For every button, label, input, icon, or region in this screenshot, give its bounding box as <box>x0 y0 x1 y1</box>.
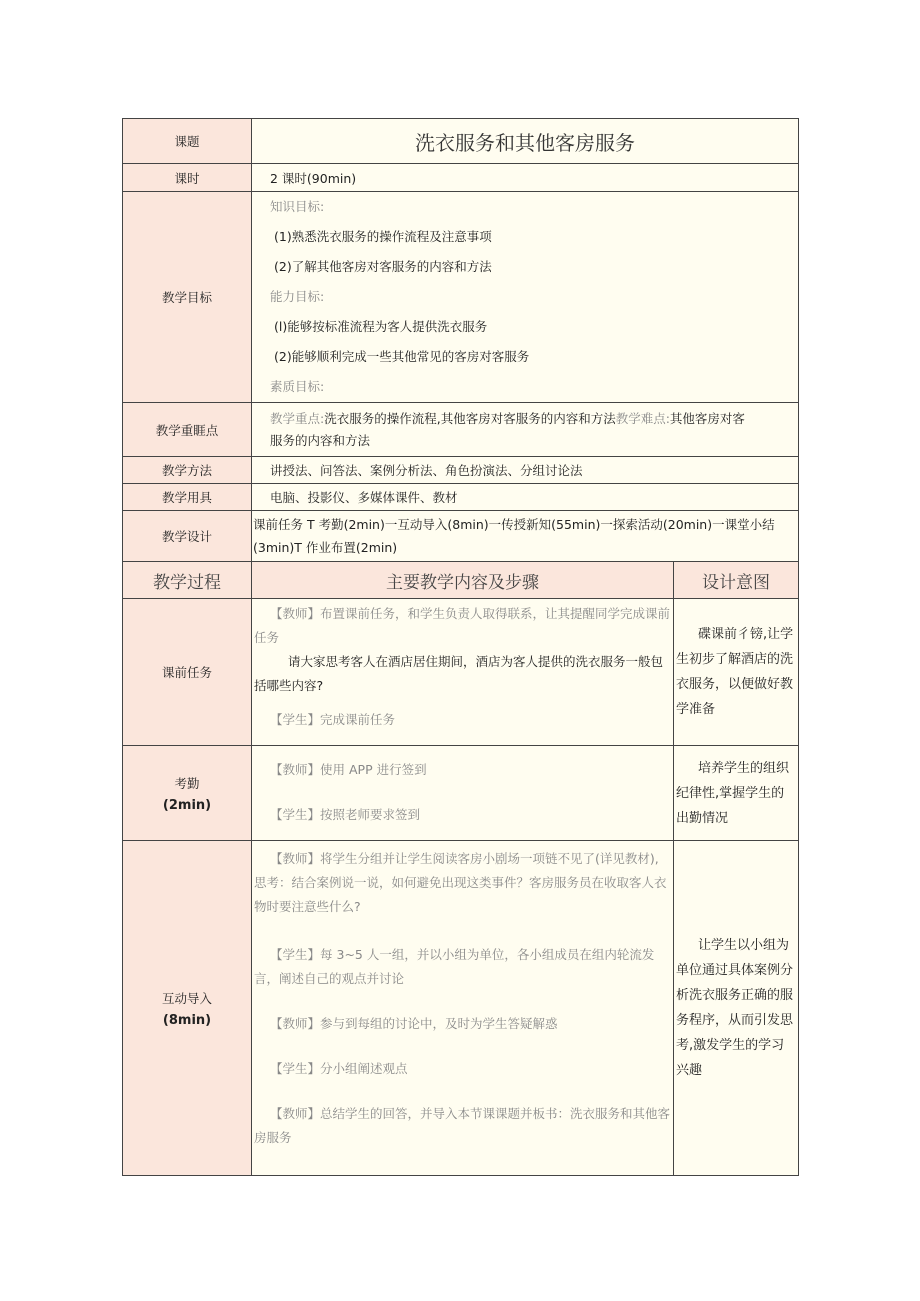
quality-heading: 素质目标: <box>270 379 325 394</box>
topic-label: 课题 <box>123 119 252 164</box>
content-text: 参与到每组的讨论中，及时为学生答疑解惑 <box>320 1016 558 1031</box>
stage-name: 课前任务 <box>161 665 212 680</box>
hours-value: 2 课时(90min) <box>252 164 799 192</box>
process-header-stage: 教学过程 <box>123 562 252 599</box>
key-label: 教学重点: <box>270 410 325 426</box>
row-hours <box>123 164 799 192</box>
key-points-content <box>252 403 799 457</box>
stage-name: 互动导入 <box>161 990 212 1006</box>
methods-value: 讲授法、问答法、案例分析法、角色扮演法、分组讨论法 <box>252 457 799 484</box>
design-label: 教学设计 <box>123 511 252 562</box>
role-tag: 【学生】 <box>270 807 321 822</box>
design-line-2: (3min)T 作业布置(2min) <box>253 540 398 555</box>
content-text: 布置课前任务，和学生负责人取得联系，让其提醒同学完成课前任务 <box>254 606 671 645</box>
tools-value: 电脑、投影仪、多媒体课件、教材 <box>252 484 799 511</box>
process-content-cell <box>252 746 674 841</box>
stage-name: 考勤 <box>174 775 200 791</box>
content-text: 每 3~5 人一组，并以小组为单位，各小组成员在组内轮流发言，阐述自己的观点并讨论 <box>254 947 655 986</box>
row-key-points <box>123 403 799 457</box>
process-intent: 碟课前彳镑,让学生初步了解酒店的洗衣服务，以便做好教学准备 <box>674 599 799 746</box>
role-tag: 【教师】 <box>270 1016 321 1031</box>
objectives-label: 教学目标 <box>123 192 252 403</box>
ability-item-1: (l)能够按标准流程为客人提供洗衣服务 <box>274 319 488 334</box>
row-objectives <box>123 192 799 403</box>
row-tools <box>123 484 799 511</box>
tools-label: 教学用具 <box>123 484 252 511</box>
role-tag: 【教师】 <box>270 606 321 621</box>
process-content-cell <box>252 599 674 746</box>
key-text: 洗衣服务的操作流程,其他客房对客服务的内容和方法 <box>324 410 616 426</box>
role-tag: 【学生】 <box>270 947 321 962</box>
difficult-text-1: 其他客房对客 <box>669 410 745 426</box>
process-stage-label <box>123 599 252 746</box>
content-text: 总结学生的回答，并导入本节课课题并板书：洗衣服务和其他客房服务 <box>254 1106 671 1145</box>
knowledge-heading: 知识目标: <box>270 199 325 214</box>
objectives-content <box>252 192 799 403</box>
role-tag: 【教师】 <box>270 851 321 866</box>
design-content <box>252 511 799 562</box>
process-header-content: 主要教学内容及步骤 <box>252 562 674 599</box>
process-header-row <box>123 562 799 599</box>
process-row-attendance <box>123 746 799 841</box>
difficult-label: 教学难点: <box>615 410 670 426</box>
content-text: 完成课前任务 <box>320 712 396 727</box>
difficult-text-2: 服务的内容和方法 <box>270 432 371 448</box>
role-tag: 【学生】 <box>270 712 321 727</box>
key-points-label: 教学重睚点 <box>123 403 252 457</box>
role-tag: 【学生】 <box>270 1061 321 1076</box>
process-intent: 让学生以小组为单位通过具体案例分析洗衣服务正确的服务程序，从而引发思考,激发学生的学习兴趣 <box>674 841 799 1176</box>
process-row-pre-class <box>123 599 799 746</box>
knowledge-item-2: (2)了解其他客房对客服务的内容和方法 <box>274 259 492 274</box>
ability-item-2: (2)能够顺利完成一些其他常见的客房对客服务 <box>274 349 530 364</box>
process-content-cell <box>252 841 674 1176</box>
row-design <box>123 511 799 562</box>
ability-heading: 能力目标: <box>270 289 325 304</box>
stage-duration: (2min) <box>162 797 212 813</box>
topic-title: 洗衣服务和其他客房服务 <box>252 119 799 164</box>
stage-duration: (8min) <box>162 1012 212 1028</box>
content-text: 按照老师要求签到 <box>320 807 421 822</box>
knowledge-item-1: (1)熟悉洗衣服务的操作流程及注意事项 <box>274 229 492 244</box>
lesson-plan-table <box>122 118 799 1176</box>
process-stage-label <box>123 841 252 1176</box>
process-row-interactive-intro <box>123 841 799 1176</box>
content-text: 分小组阐述观点 <box>320 1061 408 1076</box>
methods-label: 教学方法 <box>123 457 252 484</box>
content-text: 使用 APP 进行签到 <box>320 762 427 777</box>
design-line-1: 课前任务 T 考勤(2min)一互动导入(8min)一传授新知(55min)一探索活动(20min)一课堂小结 <box>253 517 775 532</box>
row-methods <box>123 457 799 484</box>
content-text: 请大家思考客人在酒店居住期间，酒店为客人提供的洗衣服务一般包括哪些内容? <box>254 654 664 693</box>
role-tag: 【教师】 <box>270 1106 321 1121</box>
content-text: 将学生分组并让学生阅读客房小剧场一项链不见了(详见教材),思考：结合案例说一说，如何避免出现这类事件？客房服务员在收取客人衣物时要注意些什么? <box>254 851 667 914</box>
process-header-intent: 设计意图 <box>674 562 799 599</box>
hours-label: 课时 <box>123 164 252 192</box>
process-intent: 培养学生的组织纪律性,掌握学生的出勤情况 <box>674 746 799 841</box>
role-tag: 【教师】 <box>270 762 321 777</box>
process-stage-label <box>123 746 252 841</box>
row-topic <box>123 119 799 164</box>
